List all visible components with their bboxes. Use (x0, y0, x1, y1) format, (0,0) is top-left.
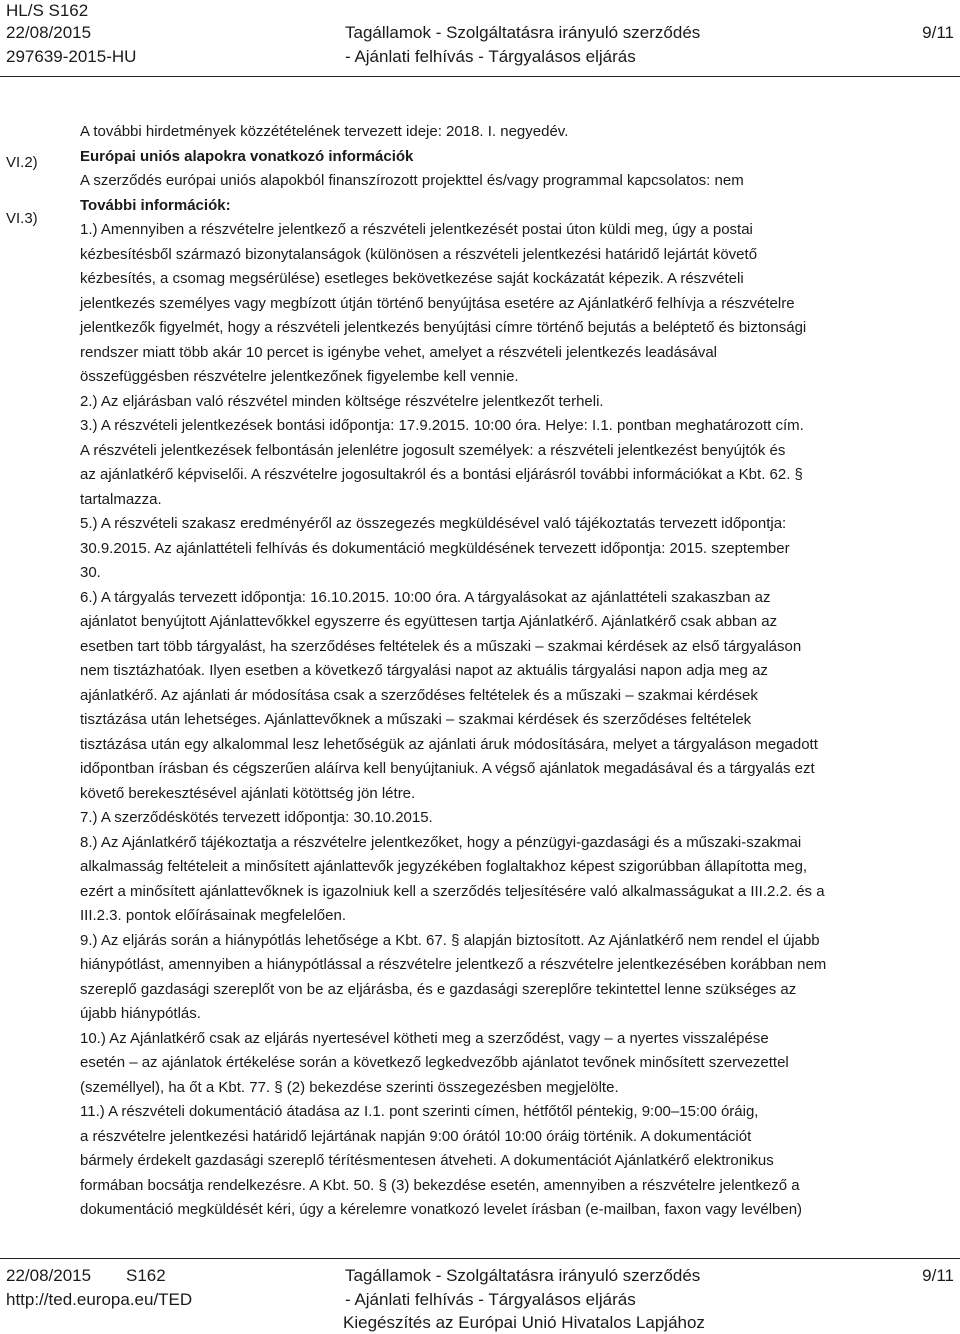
header-title-line1: Tagállamok - Szolgáltatásra irányuló szerződés (345, 23, 701, 42)
body-text-line: 11.) A részvételi dokumentáció átadása az I.1. pont szerinti címen, hétfőtől péntekig, 9:00–15:00 óráig, (80, 1103, 759, 1120)
header-notice-id: 297639-2015-HU (6, 47, 137, 66)
body-text-line: nem tisztázhatóak. Ilyen esetben a következő tárgyalási napot az aktuális tárgyalási napon adja meg az (80, 662, 768, 679)
body-text-line: követő berekesztésével ajánlati kötöttség jön létre. (80, 784, 416, 802)
section-heading: Európai uniós alapokra vonatkozó információk (80, 147, 414, 165)
body-text-line: jelentkezők figyelmét, hogy a részvételi jelentkezés benyújtási címre történő bejutás a beléptető és biztonsági (80, 319, 807, 336)
body-text-line: ajánlatkérő. Az ajánlati ár módosítása csak a szerződéses feltételek és a műszaki – szakmai kérdések (80, 686, 758, 704)
footer-title-line1: Tagállamok - Szolgáltatásra irányuló szerződés (345, 1266, 701, 1285)
body-text-line: III.2.3. pontok előírásainak megfelelően. (80, 907, 347, 924)
body-text-line: 9.) Az eljárás során a hiánypótlás lehetősége a Kbt. 67. § alapján biztosított. Az Ajánlatkérő nem rendel el újabb (80, 931, 820, 949)
footer-series: S162 (126, 1266, 166, 1285)
section-number-vi2: VI.2) (6, 154, 38, 171)
footer-url[interactable]: http://ted.europa.eu/TED (6, 1290, 193, 1309)
footer-title-line2: - Ajánlati felhívás - Tárgyalásos eljárás (345, 1290, 636, 1309)
body-text-line: A szerződés európai uniós alapokból finanszírozott projekttel és/vagy programmal kapcsolatos: nem (80, 172, 744, 189)
body-text-line: szereplő gazdasági szereplőt von be az eljárásba, és e gazdasági szereplőre tekintettel lenne szükséges az (80, 980, 797, 998)
body-text-line: 2.) Az eljárásban való részvétel minden költsége részvételre jelentkezőt terheli. (80, 392, 604, 410)
body-text-line: a részvételre jelentkezési határidő lejártának napján 9:00 órától 10:00 óráig történik. A dokumentációt (80, 1127, 752, 1145)
body-text-line: 30.9.2015. Az ajánlattételi felhívás és dokumentáció megküldésének tervezett időpontja: 2015. szeptember (80, 539, 790, 557)
footer-date: 22/08/2015 (6, 1266, 92, 1285)
body-text-line: újabb hiánypótlás. (80, 1005, 201, 1022)
body-text-line: 6.) A tárgyalás tervezett időpontja: 16.10.2015. 10:00 óra. A tárgyalásokat az ajánlattételi szakaszban az (80, 588, 771, 606)
header-title-line2: - Ajánlati felhívás - Tárgyalásos eljárás (345, 47, 636, 66)
header-divider (0, 76, 960, 77)
body-text-line: az ajánlatkérő képviselői. A részvételre jogosultakról és a bontási eljárásról további információkat a Kbt. 62. § (80, 466, 803, 483)
body-text-line: alkalmasság feltételeit a minősített ajánlattevők jegyzékében foglaltakhoz képest szigorúbban állapította meg, (80, 858, 808, 875)
header-date: 22/08/2015 (6, 23, 92, 42)
body-text-line: (személlyel), ha őt a Kbt. 77. § (2) bekezdése szerinti összegezésben megjelölte. (80, 1078, 619, 1096)
body-text-line: időpontban írásban és cégszerűen aláírva kell benyújtaniuk. A végső ajánlatok megadásával és a tárgyalás ezt (80, 760, 815, 777)
body-text-line: tartalmazza. (80, 490, 162, 508)
body-text-line: 3.) A részvételi jelentkezések bontási időpontja: 17.9.2015. 10:00 óra. Helye: I.1. pontban meghatározott cím. (80, 417, 804, 434)
body-text-line: rendszer miatt több akár 10 percet is igénybe vehet, amelyet a részvételi jelentkezés leadásával (80, 343, 718, 361)
body-text-line: A részvételi jelentkezések felbontásán jelenlétre jogosult személyek: a részvételi jelentkezést benyújtók és (80, 441, 786, 459)
body-text-line: dokumentáció megküldését kéri, úgy a kérelemre vonatkozó levelet írásban (e-mailban, faxon vagy levélben) (80, 1201, 803, 1218)
header-page-number: 9/11 (922, 23, 954, 42)
body-text-line: A további hirdetmények közzétételének tervezett ideje: 2018. I. negyedév. (80, 123, 569, 140)
section-number-vi3: VI.3) (6, 210, 38, 227)
footer-title-line3: Kiegészítés az Európai Unió Hivatalos Lapjához (343, 1313, 705, 1332)
body-text-line: esetben tart több tárgyalást, ha szerződéses feltételek és a műszaki – szakmai kérdések az első tárgyaláson (80, 637, 802, 655)
body-text-line: 7.) A szerződéskötés tervezett időpontja: 30.10.2015. (80, 809, 433, 826)
body-text-line: tisztázása után egy alkalommal lesz lehetőségük az ajánlati áruk módosítására, melyet a tárgyaláson megadott (80, 735, 818, 753)
footer-page-number: 9/11 (922, 1266, 954, 1285)
body-text-line: 8.) Az Ajánlatkérő tájékoztatja a részvételre jelentkezőket, hogy a pénzügyi-gazdasági és a műszaki-szakmai (80, 833, 802, 851)
section-heading: További információk: (80, 196, 231, 214)
body-text-line: összefüggésben részvételre jelentkezőnek figyelembe kell vennie. (80, 368, 519, 385)
body-text-line: kézbesítésből származó bizonytalanságok (különösen a részvételi jelentkezési határidő lejártát követő (80, 245, 758, 263)
body-text-line: formában bocsátja rendelkezésre. A Kbt. 50. § (3) bekezdése esetén, amennyiben a részvételre jelentkező a (80, 1176, 800, 1194)
body-text-line: tisztázása után lehetséges. Ajánlattevőknek a műszaki – szakmai kérdések és szerződéses feltételek (80, 711, 752, 728)
notice-body (80, 120, 960, 1223)
body-text-line: bármely érdekelt gazdasági szereplő térítésmentesen átveheti. A dokumentációt Ajánlatkérő elektronikus (80, 1152, 774, 1169)
body-text-line: 1.) Amennyiben a részvételre jelentkező a részvételi jelentkezését postai úton küldi meg, úgy a postai (80, 221, 753, 238)
body-text-line: ezért a minősített ajánlattevőknek is igazolniuk kell a szerződés teljesítésére való alkalmasságukat a III.2.2. és a (80, 882, 825, 900)
body-text-line: 10.) Az Ajánlatkérő csak az eljárás nyertesével kötheti meg a szerződést, vagy – a nyertes visszalépése (80, 1029, 769, 1047)
body-text-line: jelentkezés személyes vagy megbízott útján történő benyújtása esetére az Ajánlatkérő felhívja a részvételre (80, 294, 795, 312)
body-text-line: kézbesítés, a csomag megsérülése) esetleges bekövetkezése saját kockázatát képezik. A részvételi (80, 270, 744, 287)
body-text-line: 30. (80, 564, 101, 581)
header-doc-ref: HL/S S162 (6, 1, 89, 20)
body-text-line: 5.) A részvételi szakasz eredményéről az összegezés megküldésével való tájékoztatás tervezett időpontja: (80, 515, 787, 532)
body-text-line: esetén – az ajánlatok értékelése során a következő legkedvezőbb ajánlatot tevőnek minősített szervezettel (80, 1054, 789, 1071)
body-text-line: ajánlatot benyújtott Ajánlattevőkkel egyszerre és együttesen tartja Ajánlatkérő. Ajánlatkérő csak abban az (80, 613, 778, 630)
footer-divider (0, 1258, 960, 1259)
body-text-line: hiánypótlást, amennyiben a hiánypótlással a részvételre jelentkező a részvételre jelentkezésében korábban nem (80, 956, 827, 973)
